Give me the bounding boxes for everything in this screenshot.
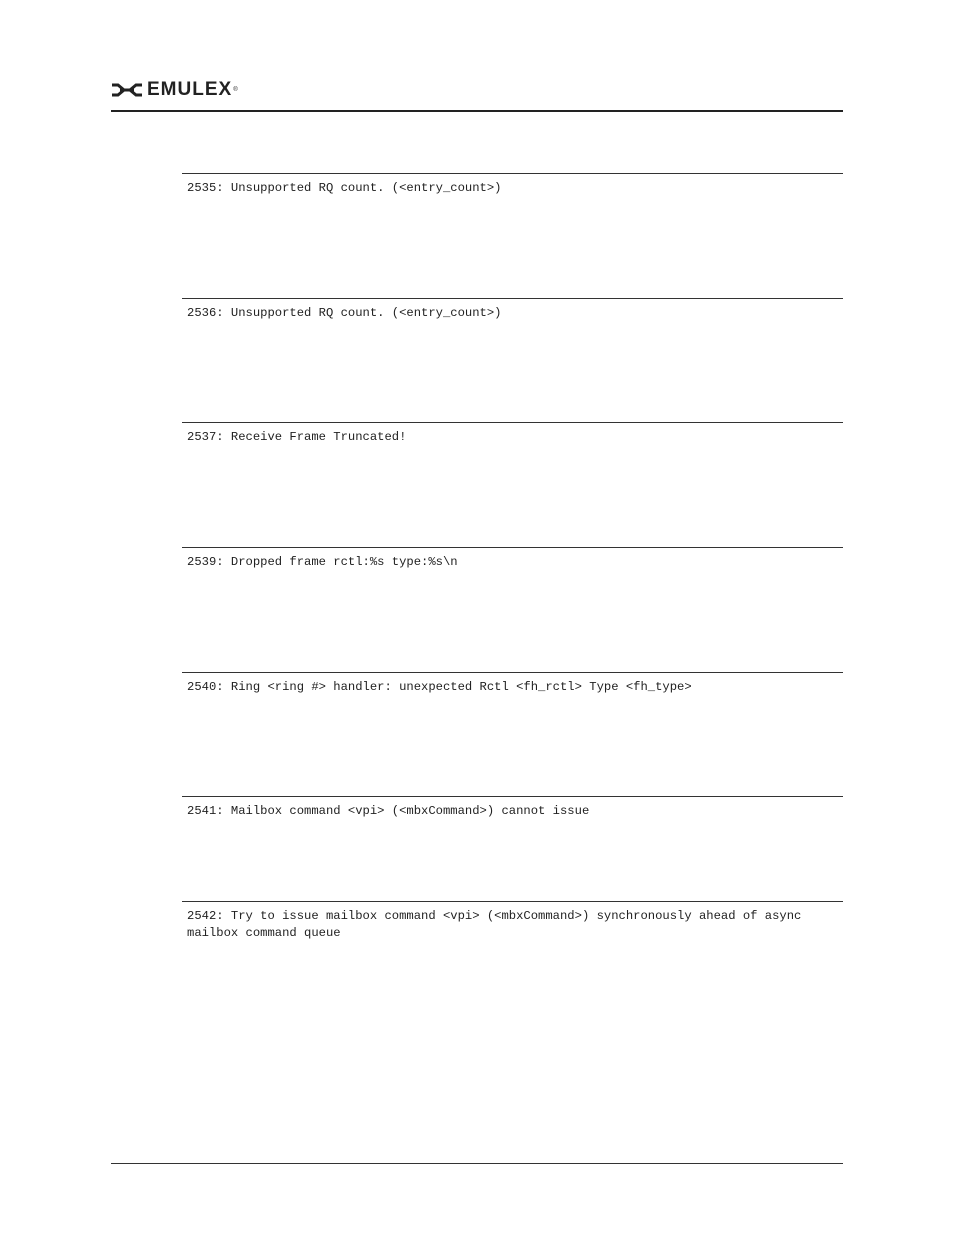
log-message-2535: 2535: Unsupported RQ count. (<entry_count>) xyxy=(182,173,843,298)
page-header xyxy=(111,78,843,112)
log-message-list xyxy=(182,173,843,961)
log-message-2537: 2537: Receive Frame Truncated! xyxy=(182,422,843,547)
emulex-logo xyxy=(111,81,238,99)
footer-rule xyxy=(111,1163,843,1164)
log-message-2541: 2541: Mailbox command <vpi> (<mbxCommand>) cannot issue xyxy=(182,796,843,901)
log-message-2542: 2542: Try to issue mailbox command <vpi> (<mbxCommand>) synchronously ahead of async mailbox command queue xyxy=(182,901,843,961)
log-message-2539: 2539: Dropped frame rctl:%s type:%s\n xyxy=(182,547,843,672)
emulex-mark-icon xyxy=(111,82,143,98)
trademark-symbol: ® xyxy=(233,87,238,93)
brand-name: EMULEX xyxy=(147,79,233,100)
log-message-2536: 2536: Unsupported RQ count. (<entry_count>) xyxy=(182,298,843,422)
log-message-2540: 2540: Ring <ring #> handler: unexpected Rctl <fh_rctl> Type <fh_type> xyxy=(182,672,843,796)
